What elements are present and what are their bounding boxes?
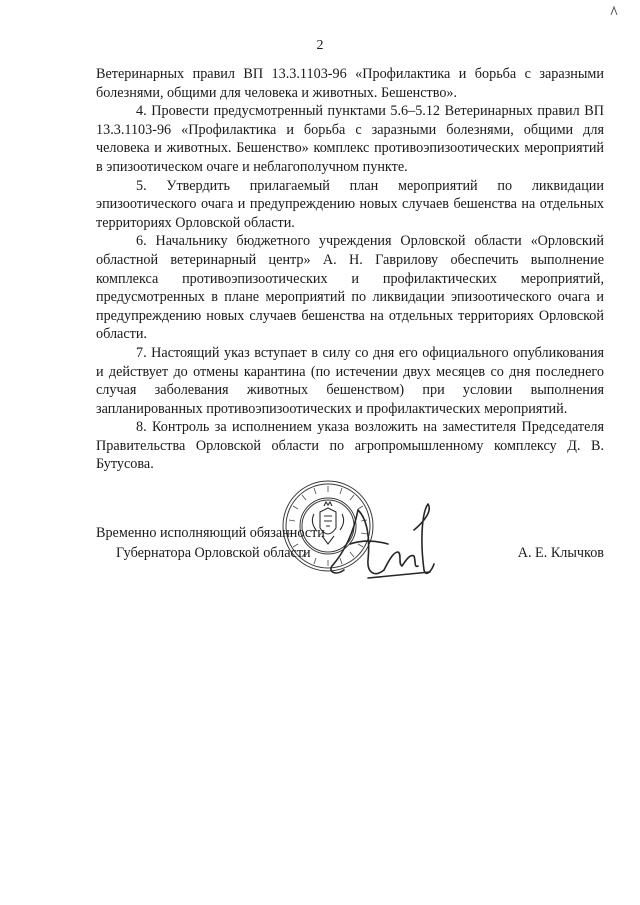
scan-mark-icon bbox=[610, 6, 618, 16]
page-number: 2 bbox=[316, 38, 324, 53]
paragraph-item-5: 5. Утвердить прилагаемый план мероприятий по ликвидации эпизоотического очага и предупреждению новых случаев бешенства на отдельных территориях Орловской области. bbox=[96, 177, 604, 231]
signatory-name: А. Е. Клычков bbox=[517, 545, 604, 561]
paragraph-item-7: 7. Настоящий указ вступает в силу со дня его официального опубликования и действует до отмены карантина (по истечении двух месяцев со дня последнего случая заболевания животных бешенством) при условии выполнения запланированных противоэпизоотических и профилактических мероприятий. bbox=[96, 344, 604, 417]
signatory-title-line-2: Губернатора Орловской области bbox=[116, 545, 311, 561]
document-body bbox=[96, 65, 604, 474]
paragraph-item-6: 6. Начальнику бюджетного учреждения Орловской области «Орловский областной ветеринарный центр» А. Н. Гаврилову обеспечить выполнение комплекса противоэпизоотических и профилактических мероприятий, предусмотренных в плане мероприятий по ликвидации эпизоотического очага и предупреждению новых случаев бешенства на отдельных территориях Орловской области. bbox=[96, 233, 604, 343]
paragraph-continuation: Ветеринарных правил ВП 13.3.1103-96 «Профилактика и борьба с заразными болезнями, общими для человека и животных. Бешенство». bbox=[96, 66, 604, 101]
signatory-title-line-1: Временно исполняющий обязанности bbox=[96, 525, 325, 541]
handwritten-signature-icon bbox=[328, 500, 438, 584]
paragraph-item-8: 8. Контроль за исполнением указа возложить на заместителя Председателя Правительства Орловской области по агропромышленному комплексу Д. В. Бутусова. bbox=[96, 419, 604, 473]
paragraph-item-4: 4. Провести предусмотренный пунктами 5.6–5.12 Ветеринарных правил ВП 13.3.1103-96 «Профилактика и борьба с заразными болезнями, общими для человека и животных. Бешенство» комплекс противоэпизоотических мероприятий в эпизоотическом очаге и неблагополучном пункте. bbox=[96, 103, 604, 175]
